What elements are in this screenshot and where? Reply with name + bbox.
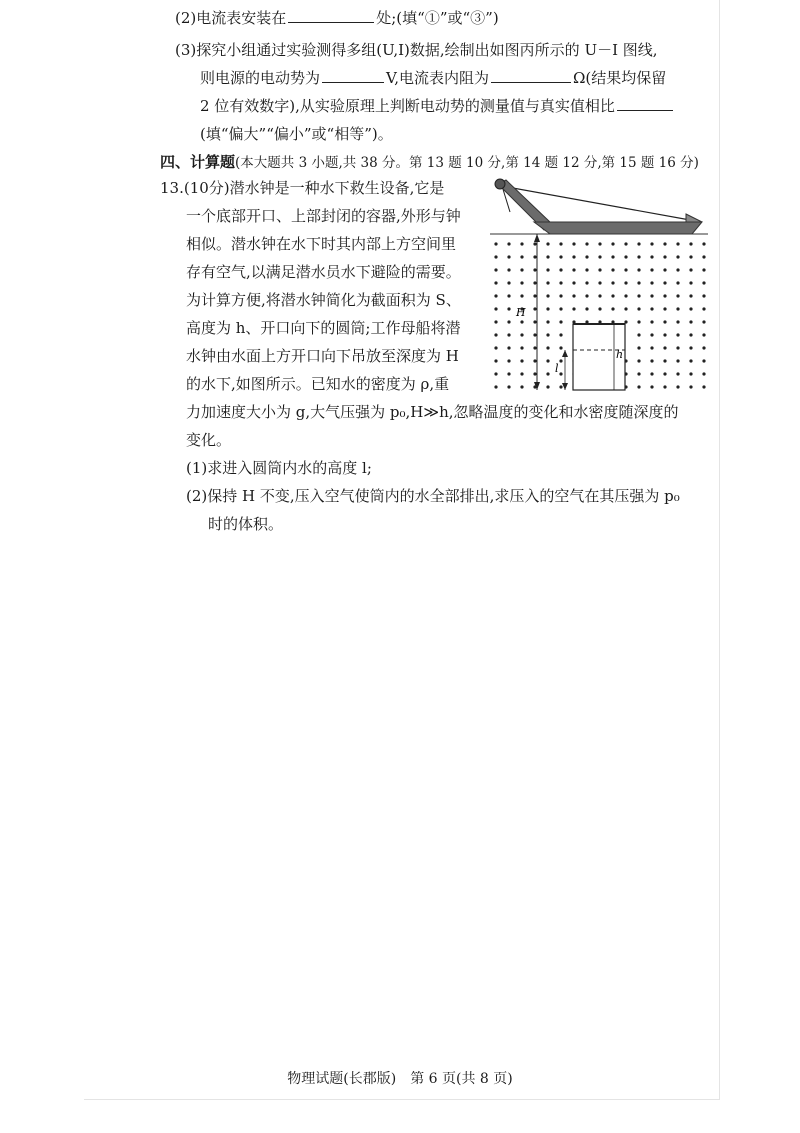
water-dot [520, 333, 523, 336]
q12-part3-line1: (3)探究小组通过实验测得多组(U,I)数据,绘制出如图丙所示的 U－I 图线, [175, 41, 658, 59]
answer-blank [322, 68, 384, 83]
water-dot [559, 268, 562, 271]
depth-arrow-head-top [534, 234, 540, 242]
water-dot [663, 307, 666, 310]
page-edge-bottom [84, 1099, 720, 1100]
water-dot [546, 372, 549, 375]
water-dot [689, 268, 692, 271]
answer-blank [288, 8, 374, 23]
water-dot [689, 333, 692, 336]
q13-line-2: 一个底部开口、上部封闭的容器,外形与钟 [186, 207, 461, 225]
water-dot [689, 372, 692, 375]
water-dot [494, 385, 497, 388]
water-dot [637, 359, 640, 362]
water-dot [494, 307, 497, 310]
water-dot [546, 320, 549, 323]
water-dot [624, 307, 627, 310]
water-dot [533, 294, 536, 297]
water-dot [650, 346, 653, 349]
water-dot [663, 359, 666, 362]
q12-part3-text-d: 2 位有效数字),从实验原理上判断电动势的测量值与真实值相比 [200, 97, 615, 115]
water-dot [533, 255, 536, 258]
water-dot [650, 333, 653, 336]
water-dot [520, 242, 523, 245]
water-dot [676, 268, 679, 271]
water-dot [546, 333, 549, 336]
water-dot [559, 359, 562, 362]
water-dot [702, 242, 705, 245]
ship-hull [534, 222, 702, 234]
q12-part3-text-b: V,电流表内阻为 [386, 69, 489, 87]
l-arrow-head-bottom [562, 383, 568, 390]
water-dot [494, 268, 497, 271]
water-dot [702, 333, 705, 336]
crane-pulley [495, 179, 505, 189]
q12-part3-line3 [200, 96, 675, 116]
q13-line-5: 为计算方便,将潜水钟简化为截面积为 S、 [186, 291, 461, 309]
water-dot [546, 359, 549, 362]
water-dot [676, 346, 679, 349]
water-dot [637, 320, 640, 323]
section-note: (本大题共 3 小题,共 38 分。第 13 题 10 分,第 14 题 12 分,第 15 题 16 分) [235, 155, 699, 171]
water-dot [689, 346, 692, 349]
water-dot [585, 307, 588, 310]
q13-line-9: 力加速度大小为 g,大气压强为 p₀,H≫h,忽略温度的变化和水密度随深度的 [186, 403, 679, 421]
water-dot [676, 333, 679, 336]
water-dot [520, 255, 523, 258]
q12-part2-text-a: (2)电流表安装在 [175, 9, 287, 27]
water-dot [650, 268, 653, 271]
water-dot [546, 255, 549, 258]
water-dot [650, 320, 653, 323]
water-dot [494, 359, 497, 362]
water-dot [585, 255, 588, 258]
water-dot [559, 255, 562, 258]
water-dot [559, 294, 562, 297]
water-dot [494, 294, 497, 297]
water-dot [585, 268, 588, 271]
water-dot [663, 242, 666, 245]
water-dot [533, 372, 536, 375]
water-dot [702, 281, 705, 284]
water-dot [572, 268, 575, 271]
water-dot [702, 346, 705, 349]
water-dot [689, 242, 692, 245]
water-dot [611, 307, 614, 310]
label-height-h: h [616, 348, 624, 361]
q13-line-3: 相似。潜水钟在水下时其内部上方空间里 [186, 235, 457, 253]
water-dot [572, 255, 575, 258]
water-dot [585, 294, 588, 297]
water-dot [598, 268, 601, 271]
ship-bow [686, 214, 702, 222]
water-dot [689, 320, 692, 323]
water-dot [663, 268, 666, 271]
water-dot [598, 307, 601, 310]
water-dot [624, 268, 627, 271]
water-dot [507, 385, 510, 388]
q12-part3-line4: (填“偏大”“偏小”或“相等”)。 [200, 125, 393, 143]
q12-part3-text-a: 则电源的电动势为 [200, 69, 321, 87]
label-water-l: l [555, 362, 559, 375]
water-dot [650, 281, 653, 284]
water-dot [624, 255, 627, 258]
water-dot [676, 307, 679, 310]
water-dot [650, 307, 653, 310]
water-dot [702, 294, 705, 297]
water-dot [507, 333, 510, 336]
water-dot [637, 281, 640, 284]
water-dot [559, 281, 562, 284]
water-dot [520, 372, 523, 375]
water-dot [520, 320, 523, 323]
water-dot [663, 294, 666, 297]
water-dot [494, 333, 497, 336]
water-dot [676, 320, 679, 323]
water-dot [585, 281, 588, 284]
water-dot [572, 242, 575, 245]
water-dot [598, 281, 601, 284]
water-dot [559, 385, 562, 388]
q13-line-8: 的水下,如图所示。已知水的密度为 ρ,重 [186, 375, 450, 393]
water-dot [624, 294, 627, 297]
water-dot [637, 307, 640, 310]
water-dot [702, 268, 705, 271]
water-dot [546, 307, 549, 310]
page-edge-right [719, 0, 720, 1100]
water-dot [702, 307, 705, 310]
water-dot [494, 242, 497, 245]
water-dot [494, 372, 497, 375]
water-dot [507, 281, 510, 284]
q12-part2 [175, 8, 499, 28]
water-dot [663, 255, 666, 258]
water-dot [598, 255, 601, 258]
l-arrow-head-top [562, 350, 568, 357]
water-dot [533, 268, 536, 271]
water-dot [663, 385, 666, 388]
water-dot [572, 294, 575, 297]
water-dot [559, 333, 562, 336]
water-dot [676, 385, 679, 388]
q13-sub2-line1: (2)保持 H 不变,压入空气使筒内的水全部排出,求压入的空气在其压强为 p₀ [186, 487, 680, 505]
water-dot [689, 307, 692, 310]
q13-line-10: 变化。 [186, 431, 232, 449]
water-dot [663, 320, 666, 323]
water-dot [572, 281, 575, 284]
water-dot [559, 372, 562, 375]
water-dot [494, 255, 497, 258]
water-dot [546, 294, 549, 297]
water-dot [624, 242, 627, 245]
section-heading [160, 152, 699, 173]
q12-part3-text-c: Ω(结果均保留 [573, 69, 667, 87]
water-dot [702, 359, 705, 362]
water-dot [637, 268, 640, 271]
water-dot [546, 242, 549, 245]
water-dot [546, 346, 549, 349]
water-dot [533, 346, 536, 349]
water-dot [637, 385, 640, 388]
q12-part2-text-b: 处;(填“①”或“③”) [376, 9, 499, 27]
q13-line-6: 高度为 h、开口向下的圆筒;工作母船将潜 [186, 319, 461, 337]
water-dot [689, 255, 692, 258]
water-dot [494, 281, 497, 284]
water-dot [676, 372, 679, 375]
label-depth-H: H [516, 306, 526, 319]
water-dot [507, 307, 510, 310]
section-title: 四、计算题 [160, 153, 236, 171]
water-dot [494, 320, 497, 323]
water-dot [637, 242, 640, 245]
water-dot [650, 359, 653, 362]
water-dot [663, 372, 666, 375]
q13-line-4: 存有空气,以满足潜水员水下避险的需要。 [186, 263, 461, 281]
water-dot [676, 359, 679, 362]
water-dot [650, 372, 653, 375]
water-dot [520, 359, 523, 362]
water-dot [559, 320, 562, 323]
water-dot [702, 372, 705, 375]
water-dot [650, 294, 653, 297]
water-dot [546, 281, 549, 284]
water-dot [611, 242, 614, 245]
water-dot [507, 294, 510, 297]
water-dot [676, 255, 679, 258]
water-dot [533, 359, 536, 362]
water-dot [507, 346, 510, 349]
q13-sub1: (1)求进入圆筒内水的高度 l; [186, 459, 372, 477]
water-dot [520, 294, 523, 297]
water-dot [559, 307, 562, 310]
water-dot [663, 281, 666, 284]
water-dot [533, 281, 536, 284]
water-dot [637, 255, 640, 258]
water-dot [533, 333, 536, 336]
water-dot [559, 242, 562, 245]
water-dot [689, 385, 692, 388]
water-dot [637, 333, 640, 336]
water-dot [702, 320, 705, 323]
water-dot [533, 242, 536, 245]
water-dot [650, 242, 653, 245]
water-dot [689, 281, 692, 284]
q13-sub2-line2: 时的体积。 [208, 515, 284, 533]
page-footer: 物理试题(长郡版) 第 6 页(共 8 页) [287, 1071, 513, 1087]
water-dot [546, 385, 549, 388]
water-dot [533, 320, 536, 323]
water-dot [507, 255, 510, 258]
water-dot [585, 242, 588, 245]
water-dot [663, 333, 666, 336]
water-dot [507, 320, 510, 323]
water-dot [507, 268, 510, 271]
water-dot [637, 294, 640, 297]
water-dot [520, 385, 523, 388]
water-dot [520, 268, 523, 271]
water-dot [663, 346, 666, 349]
water-dot [507, 242, 510, 245]
water-dot [611, 268, 614, 271]
water-dot [611, 294, 614, 297]
water-dot [650, 255, 653, 258]
water-dot [676, 281, 679, 284]
water-dot [533, 307, 536, 310]
water-dot [637, 346, 640, 349]
water-dot [702, 385, 705, 388]
diving-bell-diagram [490, 172, 708, 398]
answer-blank [491, 68, 571, 83]
q13-line-1: 13.(10分)潜水钟是一种水下救生设备,它是 [160, 179, 445, 197]
water-dot [520, 281, 523, 284]
water-dot [494, 346, 497, 349]
water-dot [572, 307, 575, 310]
water-dot [611, 255, 614, 258]
water-dot [689, 294, 692, 297]
diving-bell-figure [490, 172, 708, 398]
water-dot [598, 294, 601, 297]
water-dot [676, 294, 679, 297]
water-dot [611, 281, 614, 284]
q13-line-7: 水钟由水面上方开口向下吊放至深度为 H [186, 347, 459, 365]
water-dot [598, 242, 601, 245]
water-dot [676, 242, 679, 245]
water-dot [689, 359, 692, 362]
water-dot [520, 346, 523, 349]
water-dot [546, 268, 549, 271]
answer-blank [617, 96, 673, 111]
water-dot [507, 372, 510, 375]
water-dot [650, 385, 653, 388]
water-dot [637, 372, 640, 375]
water-dot [507, 359, 510, 362]
water-dot [624, 281, 627, 284]
q12-part3-line2 [200, 68, 666, 88]
water-dot [559, 346, 562, 349]
water-dot [702, 255, 705, 258]
